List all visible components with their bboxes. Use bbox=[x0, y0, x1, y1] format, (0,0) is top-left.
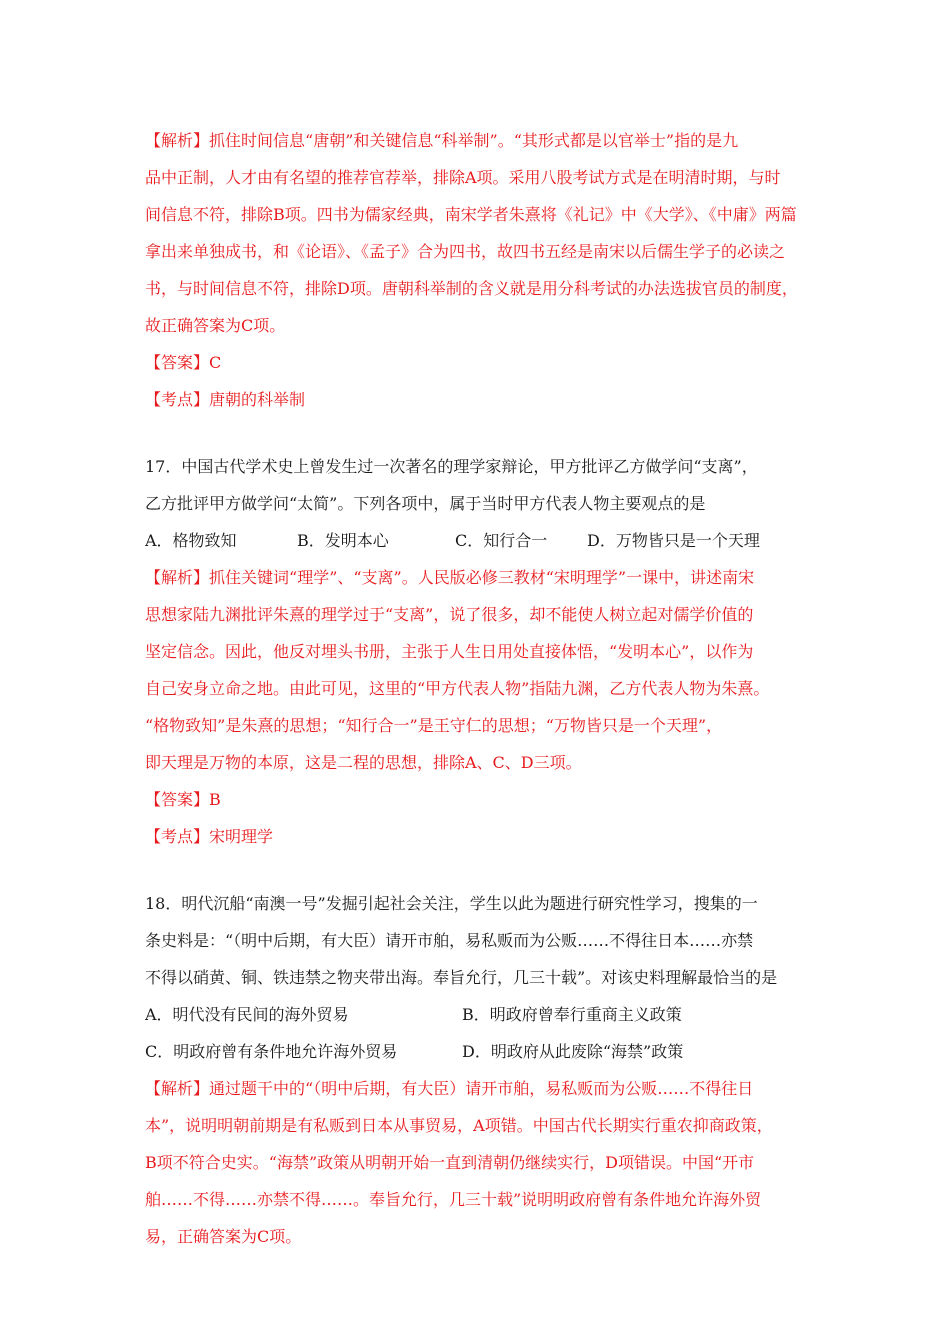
q18-analysis-line-2: 本”，说明明朝前期是有私贩到日本从事贸易，A项错。中国古代长期实行重农抑商政策， bbox=[145, 1116, 773, 1135]
q16-answer bbox=[145, 344, 820, 381]
q17-point-label: 【考点】 bbox=[145, 827, 210, 846]
q18-option-a: A．明代没有民间的海外贸易 bbox=[145, 1005, 349, 1024]
q18-analysis-line-5: 易，正确答案为C项。 bbox=[145, 1227, 302, 1246]
q18-analysis-line-1: 【解析】通过题干中的“（明中后期，有大臣）请开市舶，易私贩而为公贩……不得往日 bbox=[145, 1079, 754, 1098]
q18-option-d: D．明政府从此废除“海禁”政策 bbox=[462, 1042, 684, 1061]
q17-analysis-line-2: 思想家陆九渊批评朱熹的理学过于“支离”，说了很多，却不能使人树立起对儒学价值的 bbox=[145, 605, 754, 624]
q16-analysis-line-5: 书，与时间信息不符，排除D项。唐朝科举制的含义就是用分科考试的办法选拔官员的制度， bbox=[145, 279, 798, 298]
q17-option-c: C．知行合一 bbox=[455, 531, 548, 550]
q17-analysis-line-4: 自己安身立命之地。由此可见，这里的“甲方代表人物”指陆九渊，乙方代表人物为朱熹。 bbox=[145, 679, 770, 698]
q18-option-b: B．明政府曾奉行重商主义政策 bbox=[462, 1005, 682, 1024]
q16-answer-label: 【答案】 bbox=[145, 353, 210, 372]
q18-analysis-line-4: 舶……不得……亦禁不得……。奉旨允行，几三十载”说明明政府曾有条件地允许海外贸 bbox=[145, 1190, 762, 1209]
q16-point bbox=[145, 381, 820, 418]
q17-analysis-label: 【解析】 bbox=[145, 568, 210, 587]
q18-options-row-2 bbox=[145, 1033, 820, 1070]
q16-analysis-line-6: 故正确答案为C项。 bbox=[145, 316, 286, 335]
q17-analysis-line-1: 【解析】抓住关键词“理学”、“支离”。人民版必修三教材“宋明理学”一课中，讲述南宋 bbox=[145, 568, 755, 587]
q18-stem-line-2: 条史料是：“（明中后期，有大臣）请开市舶，易私贩而为公贩……不得往日本……亦禁 bbox=[145, 931, 754, 950]
q16-analysis-label: 【解析】 bbox=[145, 131, 210, 150]
q17-analysis-line-3: 坚定信念。因此，他反对埋头书册，主张于人生日用处直接体悟，“发明本心”，以作为 bbox=[145, 642, 754, 661]
q17-point-value: 宋明理学 bbox=[209, 827, 274, 846]
q17-stem-line-2: 乙方批评甲方做学问“太简”。下列各项中，属于当时甲方代表人物主要观点的是 bbox=[145, 494, 706, 513]
q16-analysis-line-3: 间信息不符，排除B项。四书为儒家经典，南宋学者朱熹将《礼记》中《大学》、《中庸》两篇 bbox=[145, 205, 797, 224]
q17-answer-label: 【答案】 bbox=[145, 790, 210, 809]
q17-options bbox=[145, 522, 820, 559]
q17-point bbox=[145, 818, 820, 855]
q17-analysis-line-5: “格物致知”是朱熹的思想；“知行合一”是王守仁的思想；“万物皆只是一个天理”， bbox=[145, 716, 723, 735]
q17-option-d: D．万物皆只是一个天理 bbox=[587, 531, 760, 550]
q16-analysis-line-4: 拿出来单独成书，和《论语》、《孟子》合为四书，故四书五经是南宋以后儒生学子的必读之 bbox=[145, 242, 786, 261]
document-page bbox=[145, 122, 820, 1255]
q18-analysis-label: 【解析】 bbox=[145, 1079, 210, 1098]
q17-analysis-line-6: 即天理是万物的本原，这是二程的思想，排除A、C、D三项。 bbox=[145, 753, 582, 772]
q17-answer-value: B bbox=[209, 790, 221, 809]
q16-answer-value: C bbox=[209, 353, 222, 372]
q17-answer bbox=[145, 781, 820, 818]
q16-analysis-line-1: 【解析】抓住时间信息“唐朝”和关键信息“科举制”。“其形式都是以官举士”指的是九 bbox=[145, 131, 739, 150]
q16-analysis-line-2: 品中正制，人才由有名望的推荐官荐举，排除A项。采用八股考试方式是在明清时期，与时 bbox=[145, 168, 781, 187]
q18-analysis-line-3: B项不符合史实。“海禁”政策从明朝开始一直到清朝仍继续实行，D项错误。中国“开市 bbox=[145, 1153, 755, 1172]
q18-option-c: C．明政府曾有条件地允许海外贸易 bbox=[145, 1042, 398, 1061]
q16-point-value: 唐朝的科举制 bbox=[209, 390, 306, 409]
q16-point-label: 【考点】 bbox=[145, 390, 210, 409]
q18-stem-line-3: 不得以硝黄、铜、铁违禁之物夹带出海。奉旨允行，几三十载”。对该史料理解最恰当的是 bbox=[145, 968, 778, 987]
q18-stem-line-1: 18．明代沉船“南澳一号”发掘引起社会关注，学生以此为题进行研究性学习，搜集的一 bbox=[145, 894, 758, 913]
q17-stem-line-1: 17．中国古代学术史上曾发生过一次著名的理学家辩论，甲方批评乙方做学问“支离”， bbox=[145, 457, 758, 476]
q17-option-b: B．发明本心 bbox=[297, 531, 389, 550]
q18-options-row-1 bbox=[145, 996, 820, 1033]
q17-option-a: A．格物致知 bbox=[145, 531, 237, 550]
